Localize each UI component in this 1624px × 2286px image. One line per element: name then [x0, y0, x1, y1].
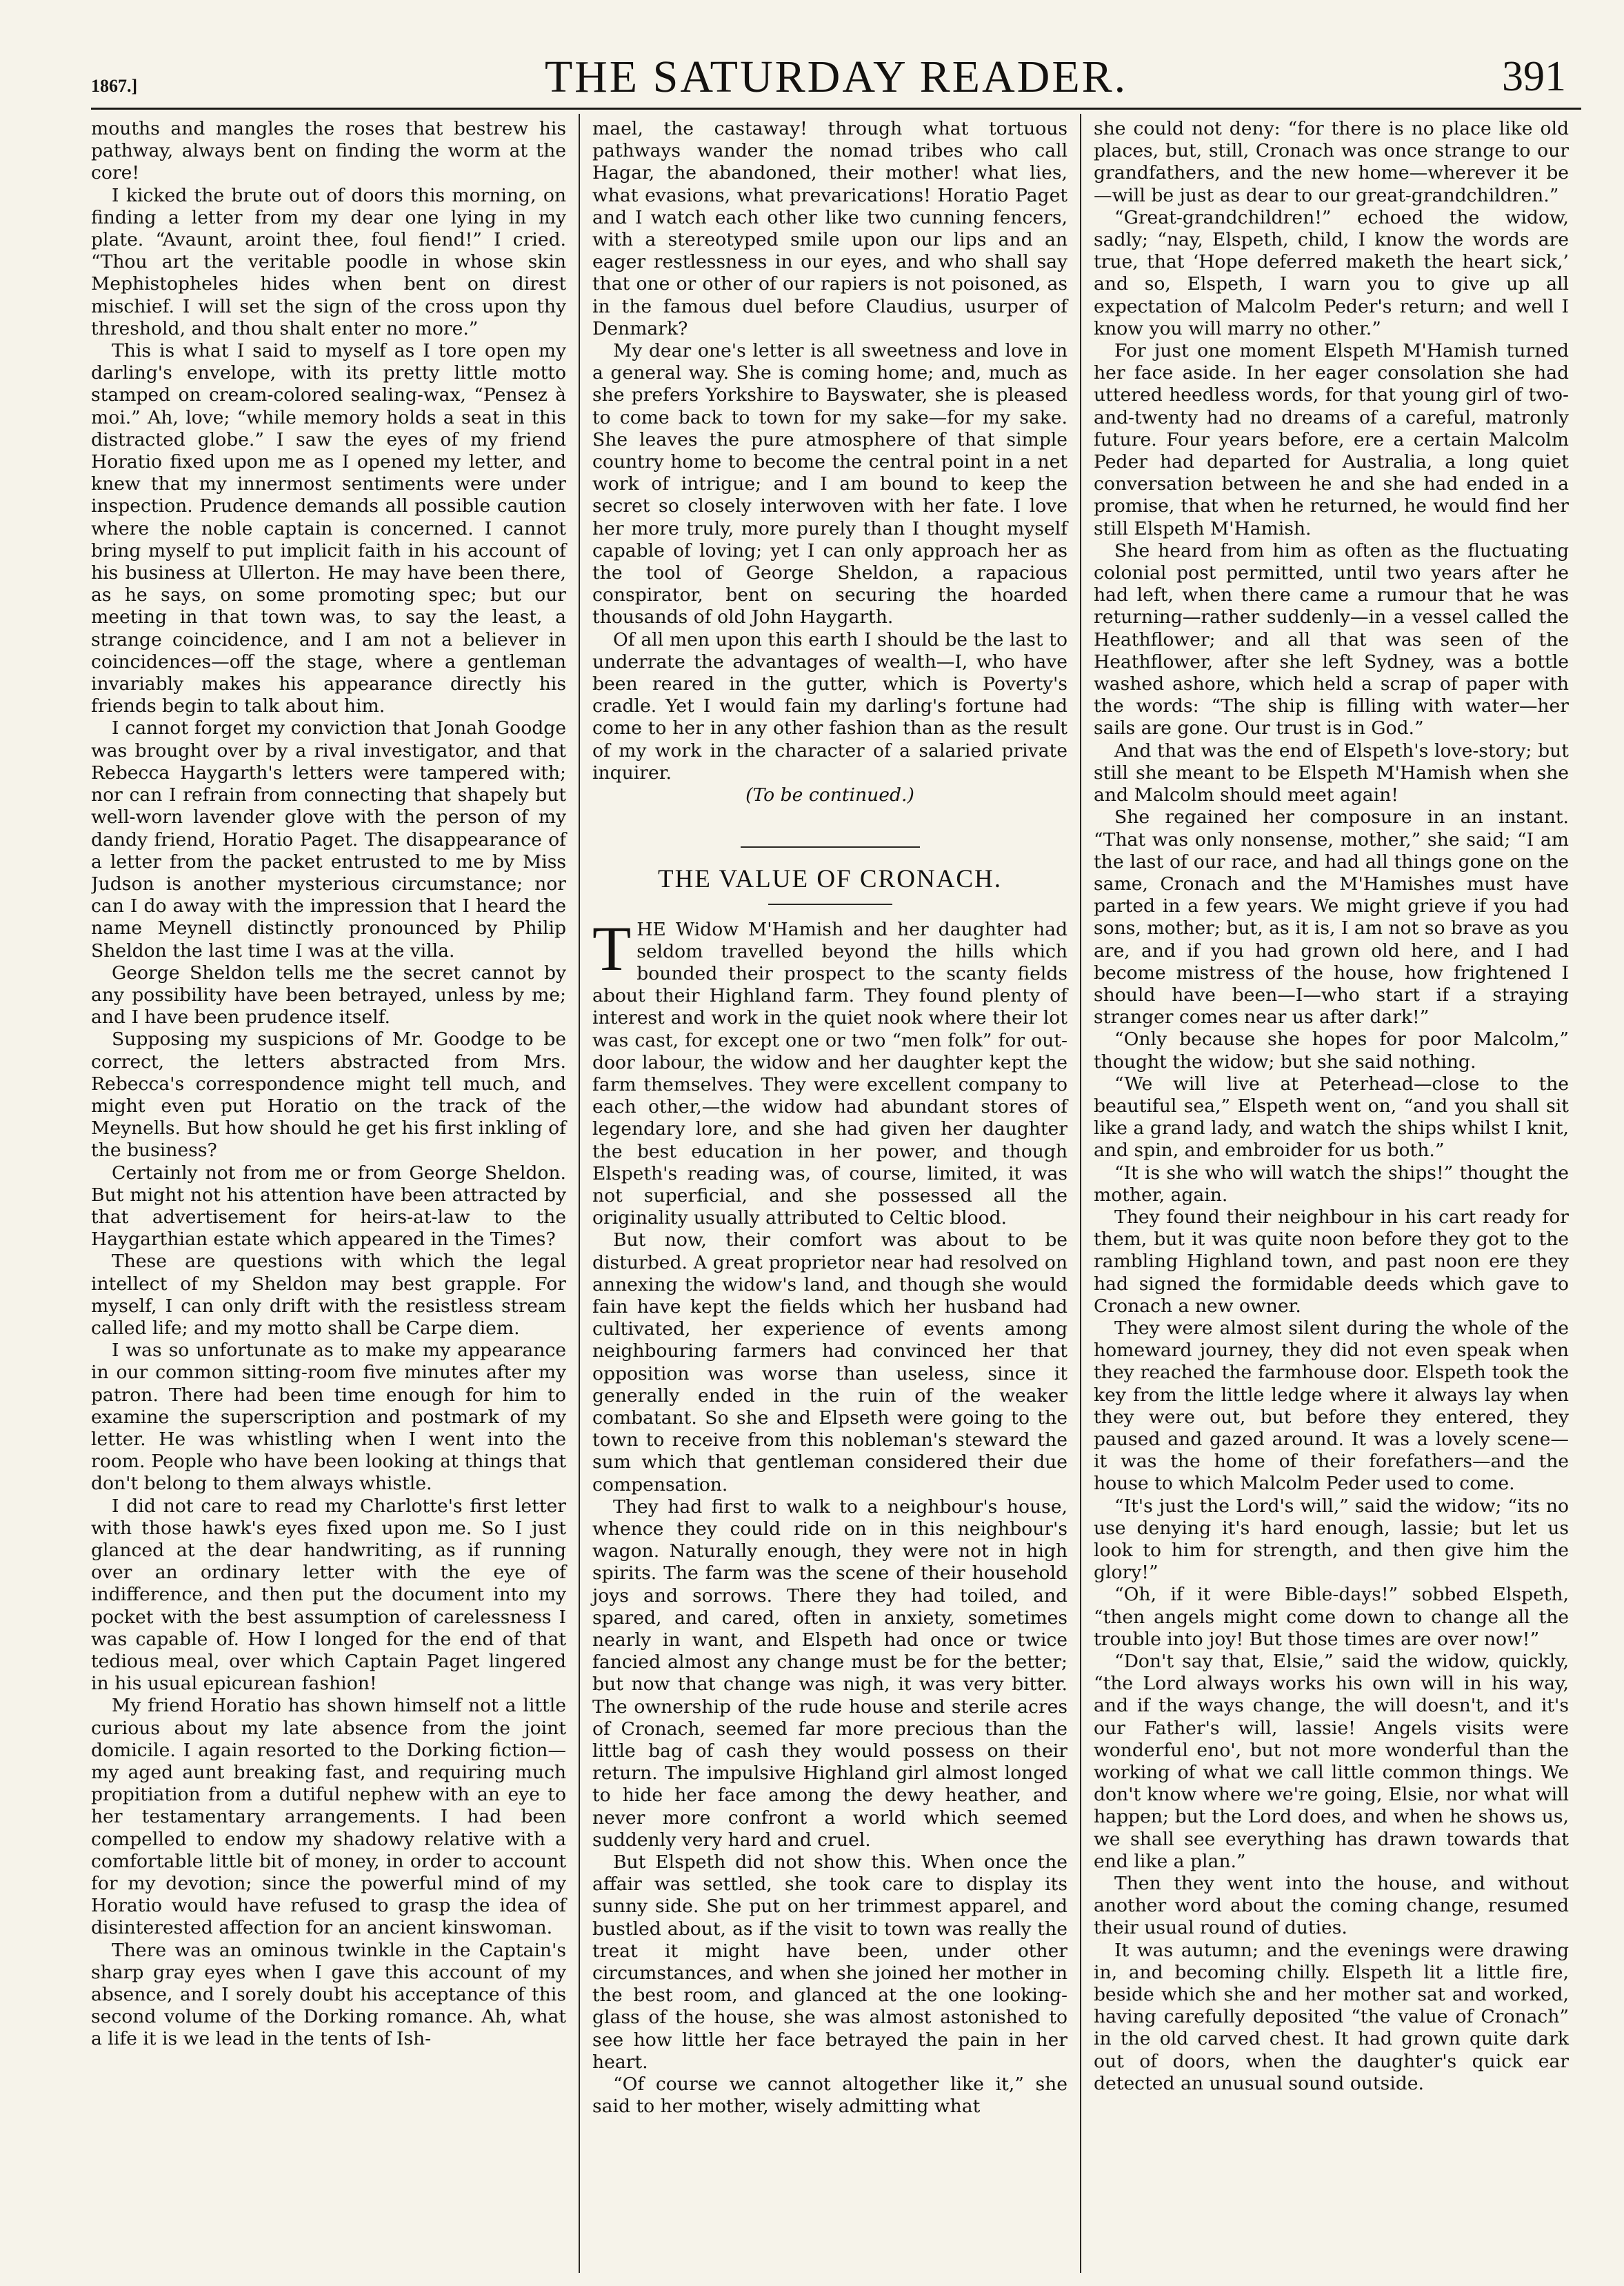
paragraph: “It is she who will watch the ships!” thought the mother, again.: [1094, 1162, 1569, 1206]
paragraph: I did not care to read my Charlotte's first letter with those hawk's eyes fixed upon me. So I just glanced at the dear handwriting, as if running over an ordinary letter with the eye of indifference, and then put the document into my pocket with the best assumption of carelessness I was capable of. How I longed for the end of that tedious meal, over which Captain Paget lingered in his usual epicurean fashion!: [91, 1495, 566, 1695]
drop-cap: T: [592, 913, 632, 984]
paragraph: But Elspeth did not show this. When once the affair was settled, she took care to display its sunny side. She put on her trimmest apparel, and bustled about, as if the visit to town was really the treat it might have been, under other circumstances, and when she joined her mother in the best room, and glanced at the one looking-glass of the house, she was almost astonished to see how little her face betrayed the pain in her heart.: [592, 1851, 1067, 2073]
paragraph: “Great-grandchildren!” echoed the widow, sadly; “nay, Elspeth, child, I know the words are true, that ‘Hope deferred maketh the heart sick,’ and so, Elspeth, I warn you to give up all expectation of Malcolm Peder's return; and well I know you will marry no other.”: [1094, 206, 1569, 339]
paragraph: Of all men upon this earth I should be the last to underrate the advantages of wealth—I, who have been reared in the gutter, which is Poverty's cradle. Yet I would fain my darling's fortune had come to her in any other fashion than as the result of my work in the character of a salaried private inquirer.: [592, 628, 1067, 784]
paragraph: They found their neighbour in his cart ready for them, but it was quite noon before they got to the rambling Highland town, and past noon ere they had signed the formidable deeds which gave to Cronach a new owner.: [1094, 1206, 1569, 1317]
paragraph: My friend Horatio has shown himself not a little curious about my late absence from the joint domicile. I again resorted to the Dorking fiction—my aged aunt breaking fast, and requiring much propitiation from a dutiful nephew with an eye to her testamentary arrangements. I had been compelled to endow my shadowy relative with a comfortable little bit of money, in order to account for my devotion; since the powerful mind of my Horatio would have refused to grasp the idea of disinterested affection for an ancient kinswoman.: [91, 1695, 566, 1939]
article-opening-text: HE Widow M'Hamish and her daughter had seldom travelled beyond the hills which bounded their prospect to the scanty fields about their Highland farm. They found plenty of interest and work in the quiet nook where their lot was cast, for except one or two “men folk” for out-door labour, the widow and her daughter kept the farm themselves. They were excellent company to each other,—the widow had abundant stores of legendary lore, and she had given her daughter the best education in her power, and though Elspeth's reading was, of course, limited, it was not superficial, and she possessed all the originality usually attributed to Celtic blood.: [592, 918, 1067, 1229]
issue-date: 1867.]: [91, 76, 138, 96]
paragraph: For just one moment Elspeth M'Hamish turned her face aside. In her eager consolation she had uttered heedless words, for that young girl of two-and-twenty had no dreams of a careful, matronly future. Four years before, ere a certain Malcolm Peder had departed for Australia, a long quiet conversation between he and she had ended in a promise, that when he returned, he would find her still Elspeth M'Hamish.: [1094, 340, 1569, 539]
paragraph: “Only because she hopes for poor Malcolm,” thought the widow; but she said nothing.: [1094, 1028, 1569, 1073]
paragraph: My dear one's letter is all sweetness and love in a general way. She is coming home; and, much as she prefers Yorkshire to Bayswater, she is pleased to come back to town for my sake—for my sake. She leaves the pure atmosphere of that simple country home to become the central point in a net work of intrigue; and I am bound to keep the secret so closely interwoven with her fate. I love her more truly, more purely than I thought myself capable of loving; yet I can only approach her as the tool of George Sheldon, a rapacious conspirator, bent on securing the hoarded thousands of old John Haygarth.: [592, 340, 1067, 628]
paragraph: I cannot forget my conviction that Jonah Goodge was brought over by a rival investigator, and that Rebecca Haygarth's letters were tampered with; nor can I refrain from connecting that shapely but well-worn lavender glove with the person of my dandy friend, Horatio Paget. The disappearance of a letter from the packet entrusted to me by Miss Judson is another mysterious circumstance; nor can I do away with the impression that I heard the name Meynell distinctly pronounced by Philip Sheldon the last time I was at the villa.: [91, 717, 566, 962]
paragraph: They had first to walk to a neighbour's house, whence they could ride on in this neighbour's wagon. Naturally enough, they were not in high spirits. The farm was the scene of their household joys and sorrows. There they had toiled, and spared, and cared, often in anxiety, sometimes nearly in want, and Elspeth had once or twice fancied almost any change must be for the better; but now that change was nigh, it was very bitter. The ownership of the rude house and sterile acres of Cronach, seemed far more precious than the little bag of cash they would possess on their return. The impulsive Highland girl almost longed to hide her face among the dewy heather, and never more confront a world which seemed suddenly very hard and cruel.: [592, 1495, 1067, 1851]
masthead: [91, 25, 1581, 110]
paragraph: And that was the end of Elspeth's love-story; but still she meant to be Elspeth M'Hamish when she and Malcolm should meet again!: [1094, 739, 1569, 806]
paragraph: I was so unfortunate as to make my appearance in our common sitting-room five minutes after my patron. There had been time enough for him to examine the superscription and postmark of my letter. He was whistling when I went into the room. People who have been looking at things that don't belong to them always whistle.: [91, 1340, 566, 1495]
paragraph: Then they went into the house, and without another word about the coming change, resumed their usual round of duties.: [1094, 1873, 1569, 1939]
page-number: 391: [1502, 53, 1566, 100]
title-underline: [768, 904, 892, 905]
paragraph: mael, the castaway! through what tortuous pathways wander the nomad tribes who call Hagar, the abandoned, their mother! what lies, what evasions, what prevarications! Horatio Paget and I watch each other like two cunning fencers, with a stereotyped smile upon our lips and an eager restlessness in our eyes, and who shall say that one or other of our rapiers is not poisoned, as in the famous duel before Claudius, usurper of Denmark?: [592, 118, 1067, 339]
paragraph: “Oh, if it were Bible-days!” sobbed Elspeth, “then angels might come down to change all the trouble into joy! But those times are over now!”: [1094, 1584, 1569, 1650]
column-3: [1080, 114, 1581, 2273]
paragraph: Certainly not from me or from George Sheldon. But might not his attention have been attracted by that advertisement for heirs-at-law to the Haygarthian estate which appeared in the Times?: [91, 1162, 566, 1251]
paragraph: It was autumn; and the evenings were drawing in, and becoming chilly. Elspeth lit a little fire, beside which she and her mother sat and worked, having carefully deposited “the value of Cronach” in the old carved chest. It had grown quite dark out of doors, when the daughter's quick ear detected an unusual sound outside.: [1094, 1939, 1569, 2094]
paragraph: She heard from him as often as the fluctuating colonial post permitted, until two years after he had left, when there came a rumour that he was returning—rather suddenly—in a vessel called the Heathflower; and all that was seen of the Heathflower, after she left Sydney, was a bottle washed ashore, which held a scrap of paper with the words: “The ship is filling with water—her sails are gone. Our trust is in God.”: [1094, 539, 1569, 739]
column-1: [91, 114, 579, 2273]
column-2: [579, 114, 1080, 2273]
paragraph: she could not deny: “for there is no place like old places, but, still, Cronach was once strange to our grandfathers, and the new home—wherever it be—will be just as dear to our great-grandchildren.”: [1094, 118, 1569, 206]
paragraph: I kicked the brute out of doors this morning, on finding a letter from my dear one lying in my plate. “Avaunt, aroint thee, foul fiend!” I cried. “Thou art the veritable poodle in whose skin Mephistopheles hides when bent on direst mischief. I will set the sign of the cross upon thy threshold, and thou shalt enter no more.”: [91, 184, 566, 339]
publication-title: THE SATURDAY READER.: [544, 52, 1128, 102]
paragraph: mouths and mangles the roses that bestrew his pathway, always bent on finding the worm at the core!: [91, 118, 566, 184]
paragraph: But now, their comfort was about to be disturbed. A great proprietor near had resolved on annexing the widow's land, and though she would fain have kept the fields which her husband had cultivated, her experience of events among neighbouring farmers had convinced her that opposition was worse than useless, since it generally ended in the ruin of the weaker combatant. So she and Elpseth were going to the town to receive from this nobleman's steward the sum which that gentleman considered their due compensation.: [592, 1229, 1067, 1495]
paragraph: “It's just the Lord's will,” said the widow; “its no use denying it's hard enough, lassie; but let us look to him for strength, and then give him the glory!”: [1094, 1495, 1569, 1584]
paragraph: There was an ominous twinkle in the Captain's sharp gray eyes when I gave this account of my absence, and I sorely doubt his acceptance of this second volume of the Dorking romance. Ah, what a life it is we lead in the tents of Ish-: [91, 1939, 566, 2050]
article-opening-paragraph: [592, 913, 1067, 1230]
paragraph: “We will live at Peterhead—close to the beautiful sea,” Elspeth went on, “and you shall sit like a grand lady, and watch the ships whilst I knit, and spin, and embroider for us both.”: [1094, 1073, 1569, 1162]
paragraph: She regained her composure in an instant. “That was only nonsense, mother,” she said; “I am the last of our race, and had all things gone on the same, Cronach and the M'Hamishes must have parted in a few years. We might grieve if you had sons, mother; but, as it is, I am not so brave as you are, and if you had grown old here, and I had become mistress of the house, how frightened I should have been—I—who start if a straying stranger comes near us after dark!”: [1094, 806, 1569, 1028]
paragraph: “Don't say that, Elsie,” said the widow, quickly, “the Lord always works his own will in his way, and if the ways change, the will doesn't, and it's our Father's will, lassie! Angels visits were wonderful eno', but not more wonderful than the working of what we call little common things. We don't know where we're going, Elsie, nor what will happen; but the Lord does, and when he shows us, we shall see everything has drawn towards that end like a plan.”: [1094, 1651, 1569, 1872]
paragraph: This is what I said to myself as I tore open my darling's envelope, with its pretty little motto stamped on cream-colored sealing-wax, “Pensez à moi.” Ah, love; “while memory holds a seat in this distracted globe.” I saw the eyes of my friend Horatio fixed upon me as I opened my letter, and knew that my innermost sentiments were under inspection. Prudence demands all possible caution where the noble captain is concerned. I cannot bring myself to put implicit faith in his account of his business at Ullerton. He may have been there, as he says, on some promoting spec; but our meeting in that town was, to say the least, a strange coincidence, and I am not a believer in coincidences—off the stage, where a gentleman invariably makes his appearance directly his friends begin to talk about him.: [91, 340, 566, 717]
to-be-continued: (To be continued.): [745, 784, 914, 806]
paragraph: George Sheldon tells me the secret cannot by any possibility have been betrayed, unless by me; and I have been prudence itself.: [91, 962, 566, 1028]
paragraph: These are questions with which the legal intellect of my Sheldon may best grapple. For myself, I can only drift with the resistless stream called life; and my motto shall be Carpe diem.: [91, 1251, 566, 1339]
section-divider: [741, 846, 920, 848]
text-columns: [91, 114, 1581, 2273]
paragraph: “Of course we cannot altogether like it,” she said to her mother, wisely admitting what: [592, 2074, 1067, 2118]
article-title: THE VALUE OF CRONACH.: [657, 865, 1003, 894]
paragraph: Supposing my suspicions of Mr. Goodge to be correct, the letters abstracted from Mrs. Rebecca's correspondence might tell much, and might even put Horatio on the track of the Meynells. But how should he get his first inkling of the business?: [91, 1028, 566, 1162]
paragraph: They were almost silent during the whole of the homeward journey, they did not even speak when they reached the farmhouse door. Elspeth took the key from the little ledge where it always lay when they were out, but before they entered, they paused and gazed around. It was a lovely scene—it was the home of their forefathers—and the house to which Malcolm Peder used to come.: [1094, 1317, 1569, 1495]
